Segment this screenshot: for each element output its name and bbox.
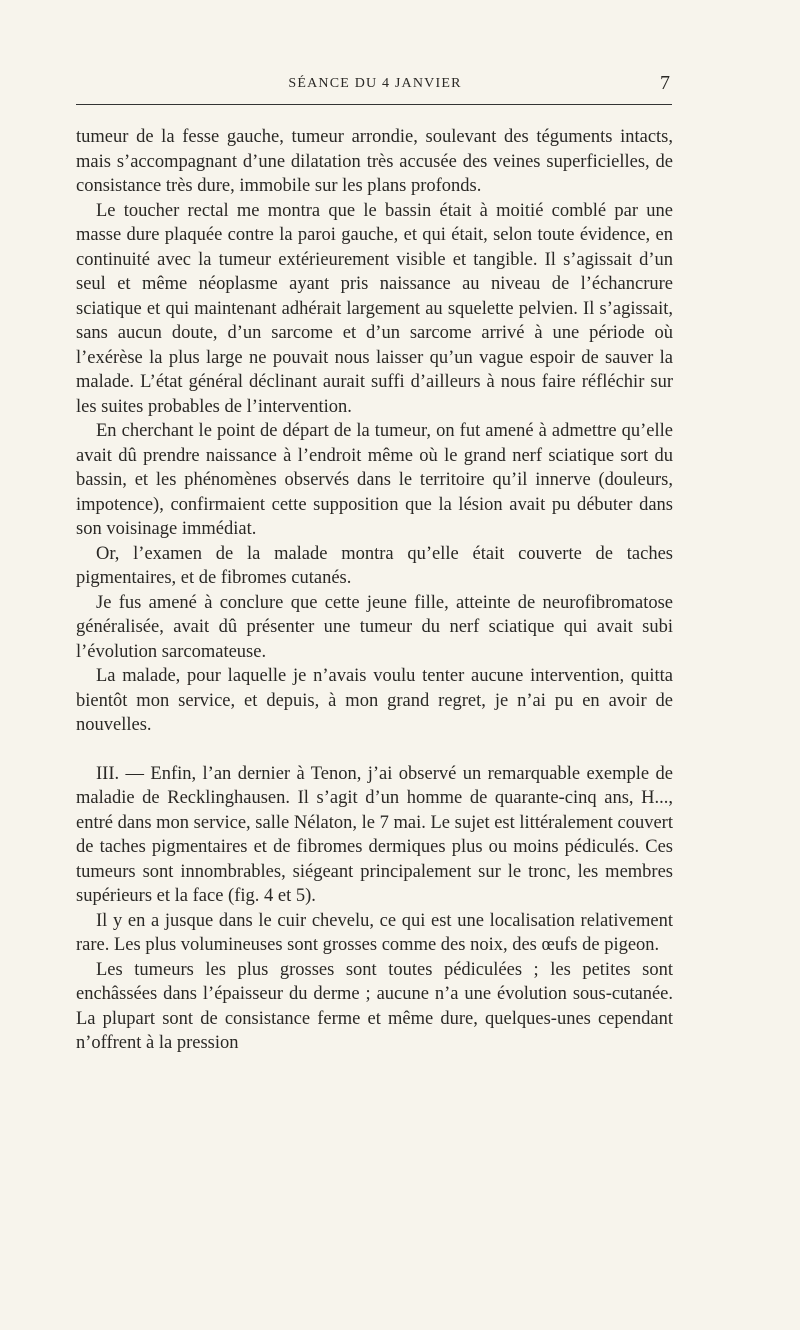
running-head (76, 66, 674, 102)
paragraph-6: La malade, pour laquelle je n’avais voulu tenter aucune intervention, quitta bientôt mon service, et depuis, à mon grand regret, je n’ai pu en avoir de nouvelles. (76, 666, 673, 735)
paragraph-9: Les tumeurs les plus grosses sont toutes pédiculées ; les petites sont enchâssées dans l’épaisseur du derme ; aucune n’a une évolution sous-cutanée. La plupart sont de consistance ferme et même dure, quelques-unes cependant n’offrent à la pression (76, 959, 673, 1053)
header-rule (76, 104, 672, 105)
body-text (76, 125, 673, 1056)
paragraph-7: III. — Enfin, l’an dernier à Tenon, j’ai observé un remarquable exemple de maladie de Recklinghausen. Il s’agit d’un homme de quarante-cinq ans, H..., entré dans mon service, salle Nélaton, le 7 mai. Le sujet est littéralement couvert de taches pigmentaires et de fibromes dermiques plus ou moins pédiculés. Ces tumeurs sont innombrables, siégeant principalement sur le tronc, les membres supérieurs et la face (fig. 4 et 5). (76, 763, 673, 906)
paragraph-5: Je fus amené à conclure que cette jeune fille, atteinte de neurofibromatose généralisée, avait dû présenter une tumeur du nerf sciatique qui avait subi l’évolution sarcomateuse. (76, 592, 673, 662)
paragraph-8: Il y en a jusque dans le cuir chevelu, ce qui est une localisation relativement rare. Les plus volumineuses sont grosses comme des noix, des œufs de pigeon. (76, 910, 673, 955)
paragraph-2: Le toucher rectal me montra que le bassin était à moitié comblé par une masse dure plaquée contre la paroi gauche, et qui était, selon toute évidence, en continuité avec la tumeur extérieurement visible et tangible. Il s’agissait d’un seul et même néoplasme ayant pris naissance au niveau de l’échancrure sciatique et qui maintenant adhérait largement au squelette pelvien. Il s’agissait, sans aucun doute, d’un sarcome et d’un sarcome arrivé à une période où l’exérèse la plus large ne pouvait nous laisser qu’un vague espoir de sauver la malade. L’état général déclinant aurait suffi d’ailleurs à nous faire réfléchir sur les suites probables de l’intervention. (76, 200, 673, 417)
running-head-title: SÉANCE DU 4 JANVIER (288, 76, 462, 91)
paragraph-3: En cherchant le point de départ de la tumeur, on fut amené à admettre qu’elle avait dû prendre naissance à l’endroit même où le grand nerf sciatique sort du bassin, et les phénomènes observés dans le territoire qu’il innerve (douleurs, impotence), confirmaient cette supposition que la lésion avait pu débuter dans son voisinage immédiat. (76, 421, 673, 539)
page-number: 7 (660, 72, 670, 94)
paragraph-1: tumeur de la fesse gauche, tumeur arrondie, soulevant des téguments intacts, mais s’accompagnant d’une dilatation très accusée des veines superficielles, de consistance très dure, immobile sur les plans profonds. (76, 127, 673, 196)
paragraph-4: Or, l’examen de la malade montra qu’elle était couverte de taches pigmentaires, et de fibromes cutanés. (76, 543, 673, 588)
